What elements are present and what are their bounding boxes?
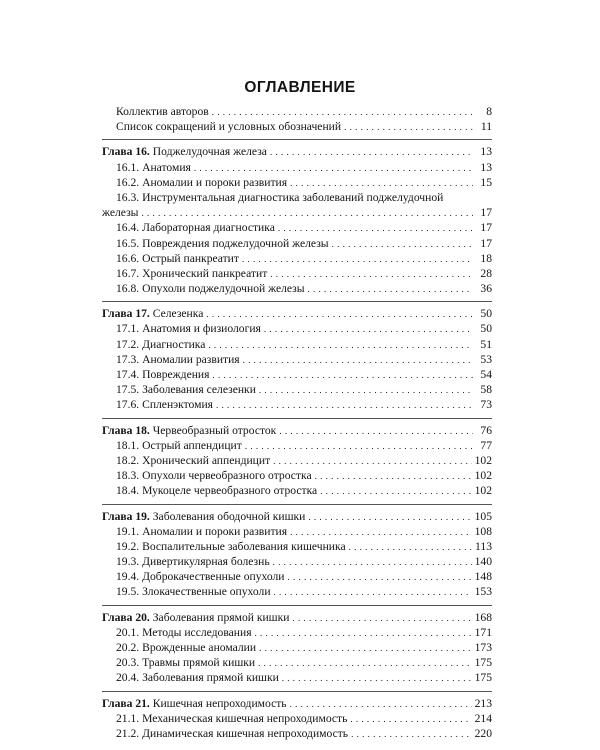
toc-entry[interactable] (102, 655, 492, 670)
toc-entry-page: 51 (480, 337, 492, 351)
toc-chapter-19[interactable] (102, 509, 492, 524)
toc-entry-title: 16.2. Аномалии и пороки развития (116, 175, 288, 189)
toc-entry-page: 8 (486, 105, 492, 118)
dot-leader (208, 337, 473, 352)
toc-entry-page: 214 (474, 711, 492, 725)
toc-entry-title: 17.3. Аномалии развития (116, 352, 240, 366)
toc-entry-page: 73 (480, 398, 492, 412)
toc-entry[interactable] (102, 236, 492, 251)
toc-entry[interactable] (102, 382, 492, 397)
chapter-label: Глава 17. (102, 307, 150, 321)
toc-entry[interactable] (102, 670, 492, 685)
divider (102, 418, 492, 419)
divider (102, 605, 492, 606)
toc-entry-title: 18.2. Хронический аппендицит (116, 453, 271, 467)
dot-leader (350, 711, 471, 726)
toc-entry-title: 19.3. Дивертикулярная болезнь (116, 555, 270, 569)
toc-entry[interactable] (102, 321, 492, 336)
toc-entry-title: 20.4. Заболевания прямой кишки (116, 671, 279, 685)
toc-chapter-16[interactable] (102, 144, 492, 159)
dot-leader (282, 670, 472, 685)
toc-entry-page: 148 (474, 570, 492, 584)
toc-entry-page: 77 (480, 438, 492, 452)
toc-entry-title: 16.3. Инструментальная диагностика заболеваний поджелудочной (116, 190, 444, 204)
toc-entry-page: 76 (480, 423, 492, 437)
chapter-title: Кишечная непроходимость (152, 696, 287, 710)
toc-entry-title: 20.2. Врожденные аномалии (116, 641, 257, 655)
dot-leader (273, 453, 471, 468)
toc-entry-page: 58 (480, 383, 492, 397)
toc-entry-page: 102 (474, 453, 492, 467)
dot-leader (292, 610, 471, 625)
toc-entry-title: 21.1. Механическая кишечная непроходимость (116, 711, 348, 725)
dot-leader (259, 640, 472, 655)
toc-entry-title: 17.1. Анатомия и физиология (116, 322, 261, 336)
toc-entry[interactable] (102, 220, 492, 235)
dot-leader (255, 625, 472, 640)
toc-entry[interactable] (102, 352, 492, 367)
page-title: ОГЛАВЛЕНИЕ (244, 79, 356, 96)
toc-entry-page: 173 (474, 641, 492, 655)
toc-entry[interactable] (102, 726, 492, 741)
dot-leader (290, 175, 473, 190)
chapter-label: Глава 16. (102, 145, 150, 159)
toc-entry[interactable] (102, 104, 492, 119)
toc-entry[interactable] (102, 281, 492, 296)
toc-entry[interactable] (102, 119, 492, 134)
toc-entry[interactable] (102, 438, 492, 453)
dot-leader (270, 144, 473, 159)
toc-entry[interactable] (102, 266, 492, 281)
toc-entry-page: 102 (474, 484, 492, 498)
toc-entry-title: 17.5. Заболевания селезенки (116, 383, 256, 397)
toc-entry[interactable] (102, 483, 492, 498)
toc-entry-title: 16.1. Анатомия (116, 160, 191, 174)
dot-leader (290, 524, 472, 539)
chapter-label: Глава 18. (102, 423, 150, 437)
chapter-label: Глава 21. (102, 696, 150, 710)
toc-entry-page: 36 (480, 282, 492, 296)
dot-leader (332, 236, 473, 251)
toc-entry-title: 19.5. Злокачественные опухоли (116, 585, 271, 599)
toc-entry-page: 17 (480, 236, 492, 250)
toc-entry-page: 11 (480, 120, 492, 134)
dot-leader (243, 352, 473, 367)
dot-leader (344, 119, 473, 134)
dot-leader (287, 569, 471, 584)
toc-entry-title: 16.4. Лабораторная диагностика (116, 221, 275, 235)
toc-entry-page: 17 (480, 206, 492, 220)
toc-entry-title: 16.5. Повреждения поджелудочной железы (116, 236, 329, 250)
toc-entry-page: 15 (480, 175, 492, 189)
toc-entry-page: 105 (474, 509, 492, 523)
dot-leader (212, 367, 473, 382)
toc-entry-page: 113 (475, 539, 492, 553)
divider (102, 504, 492, 505)
dot-leader (290, 696, 472, 711)
chapter-title: Заболевания прямой кишки (152, 610, 290, 624)
toc-entry[interactable] (102, 367, 492, 382)
dot-leader (259, 382, 473, 397)
dot-leader (279, 423, 473, 438)
dot-leader (308, 281, 473, 296)
toc-entry-title: 18.1. Острый аппендицит (116, 438, 242, 452)
toc-entry[interactable] (102, 397, 492, 412)
toc-entry[interactable] (102, 251, 492, 266)
toc-entry-title: 20.3. Травмы прямой кишки (116, 656, 256, 670)
toc-entry[interactable] (102, 524, 492, 539)
toc-entry[interactable] (102, 468, 492, 483)
chapter-label: Глава 20. (102, 610, 150, 624)
toc-entry-title: Коллектив авторов (116, 105, 209, 118)
dot-leader (194, 160, 473, 175)
toc-entry[interactable] (102, 625, 492, 640)
toc-entry-title: 19.2. Воспалительные заболевания кишечника (116, 539, 346, 553)
toc-entry-title: 17.6. Спленэктомия (116, 398, 213, 412)
toc-entry-title: 19.1. Аномалии и пороки развития (116, 524, 288, 538)
chapter-title: Заболевания ободочной кишки (152, 509, 306, 523)
toc-entry-title: 17.4. Повреждения (116, 368, 210, 382)
dot-leader (349, 539, 472, 554)
dot-leader (216, 397, 473, 412)
toc-entry-title: 20.1. Методы исследования (116, 625, 252, 639)
toc-entry-title-continued: железы (102, 206, 139, 220)
toc-entry[interactable] (102, 554, 492, 569)
dot-leader (242, 251, 473, 266)
toc-entry-page: 50 (480, 322, 492, 336)
toc-entry-page: 17 (480, 221, 492, 235)
toc-entry-title: Список сокращений и условных обозначений (116, 120, 342, 134)
dot-leader (320, 483, 471, 498)
toc-entry-title: 18.3. Опухоли червеобразного отростка (116, 469, 312, 483)
toc-entry[interactable] (102, 175, 492, 190)
toc-entry[interactable] (102, 160, 492, 175)
toc-entry-page: 53 (480, 352, 492, 366)
dot-leader (274, 584, 472, 599)
toc-entry-title: 17.2. Диагностика (116, 337, 206, 351)
dot-leader (273, 554, 472, 569)
divider (102, 691, 492, 692)
dot-leader (141, 205, 473, 220)
toc-entry[interactable] (102, 337, 492, 352)
dot-leader (270, 266, 473, 281)
toc-entry[interactable] (102, 539, 492, 554)
dot-leader (206, 306, 473, 321)
toc-entry-page: 13 (480, 160, 492, 174)
toc-entry[interactable] (102, 569, 492, 584)
chapter-title: Селезенка (152, 307, 204, 321)
divider (102, 139, 492, 140)
dot-leader (351, 726, 472, 741)
toc-entry-page: 13 (480, 145, 492, 159)
chapter-title: Поджелудочная железа (152, 145, 267, 159)
toc-entry[interactable] (102, 711, 492, 726)
dot-leader (212, 104, 473, 119)
toc-entry-page: 220 (474, 726, 492, 740)
toc-chapter-17[interactable] (102, 306, 492, 321)
toc-entry-page: 140 (474, 555, 492, 569)
toc-entry-title: 18.4. Мукоцеле червеобразного отростка (116, 484, 318, 498)
toc-entry-title: 16.8. Опухоли поджелудочной железы (116, 282, 305, 296)
toc-entry-page: 168 (474, 610, 492, 624)
dot-leader (315, 468, 472, 483)
toc-entry[interactable] (102, 584, 492, 599)
toc-entry[interactable] (102, 190, 492, 220)
toc-entry-page: 50 (480, 307, 492, 321)
toc-chapter-21[interactable] (102, 696, 492, 711)
toc-entry-page: 108 (474, 524, 492, 538)
toc-entry-title: 16.7. Хронический панкреатит (116, 266, 268, 280)
toc-entry-title: 16.6. Острый панкреатит (116, 251, 239, 265)
dot-leader (278, 220, 473, 235)
dot-leader (258, 655, 471, 670)
dot-leader (308, 509, 471, 524)
toc-entry-title: 19.4. Доброкачественные опухоли (116, 570, 285, 584)
toc-entry-page: 175 (474, 671, 492, 685)
toc-entry-page: 54 (480, 368, 492, 382)
toc-entry-page: 171 (474, 625, 492, 639)
toc-entry-page: 28 (480, 266, 492, 280)
toc-entry[interactable] (102, 640, 492, 655)
toc-chapter-20[interactable] (102, 610, 492, 625)
toc-entry-page: 175 (474, 656, 492, 670)
toc-entry-page: 18 (480, 251, 492, 265)
toc-entry-title: 21.2. Динамическая кишечная непроходимость (116, 726, 349, 740)
dot-leader (264, 321, 473, 336)
dot-leader (245, 438, 473, 453)
table-of-contents (102, 104, 492, 741)
divider (102, 301, 492, 302)
chapter-label: Глава 19. (102, 509, 150, 523)
chapter-title: Червеобразный отросток (152, 423, 277, 437)
toc-entry-page: 153 (474, 585, 492, 599)
toc-entry[interactable] (102, 453, 492, 468)
toc-entry-page: 102 (474, 469, 492, 483)
toc-chapter-18[interactable] (102, 423, 492, 438)
toc-entry-page: 213 (474, 696, 492, 710)
